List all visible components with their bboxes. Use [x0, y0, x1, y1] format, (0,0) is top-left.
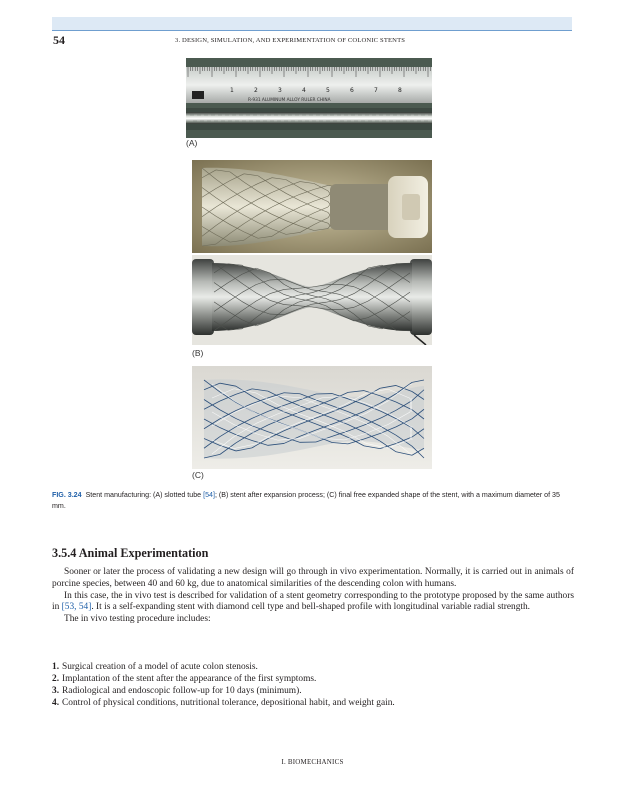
list-text: Radiological and endoscopic follow-up for 10 days (minimum).: [62, 686, 302, 696]
list-number: 3.: [52, 686, 60, 696]
header-bar: [52, 17, 572, 30]
figure-panel-b-photo-bottom: [192, 255, 432, 345]
paragraph: The in vivo testing procedure includes:: [64, 614, 211, 625]
ruler-number: 3: [278, 87, 282, 94]
section-title: 3.5.4 Animal Experimentation: [52, 546, 209, 560]
reference-link[interactable]: [53, 54]: [61, 602, 92, 613]
page-number: 54: [53, 33, 65, 47]
figure-panel-c-photo: [192, 366, 432, 469]
slotted-tube: [186, 112, 432, 124]
list-number: 2.: [52, 674, 60, 684]
caption-reference-link[interactable]: [54]: [203, 491, 215, 499]
paragraph: Sooner or later the process of validating a new design will go through in vivo experimentation. Normally, it is carried out in animals of porcine species, between 40 and 60 kg, due to anatomical similarities of the descending colon with humans.: [52, 567, 574, 589]
ruler-number: 6: [350, 87, 354, 94]
list-text: Surgical creation of a model of acute colon stenosis.: [62, 662, 258, 672]
body-text: [52, 567, 574, 626]
ruler-label: R-931 ALUMINUM ALLOY RULER CHINA: [248, 98, 331, 103]
ruler-number: 7: [374, 87, 378, 94]
list-item: [52, 673, 574, 685]
list-number: 4.: [52, 698, 60, 708]
paragraph-text: In this case, the in vivo test is described for validation of a stent geometry corresponding to the prototype proposed by the same authors in: [52, 590, 574, 613]
panel-c-label: (C): [192, 470, 204, 480]
header-rule: [52, 30, 572, 31]
figure-panel-a-photo: [186, 58, 432, 138]
caption-text: Stent manufacturing: (A) slotted tube: [85, 491, 204, 499]
figure-label: FIG. 3.24: [52, 491, 82, 499]
ruler-number: 2: [254, 87, 258, 94]
ruler-number: 5: [326, 87, 330, 94]
figure-caption: [52, 490, 574, 511]
caption-text: ; (B) stent after expansion process; (C) final free expanded shape of the stent, with a maximum diameter of 35 mm.: [52, 491, 560, 510]
panel-b-label: (B): [192, 348, 204, 358]
list-item: [52, 697, 574, 709]
paragraph: [52, 591, 574, 615]
paragraph-text: . It is a self-expanding stent with diamond cell type and bell-shaped profile with longitudinal variable radial strength.: [91, 602, 531, 613]
list-text: Implantation of the stent after the appearance of the first symptoms.: [62, 674, 317, 684]
list-item: [52, 661, 574, 673]
ruler-number: 8: [398, 87, 402, 94]
list-number: 1.: [52, 662, 60, 672]
procedure-list: [52, 661, 574, 709]
ruler-number: 4: [302, 87, 306, 94]
list-item: [52, 685, 574, 697]
list-text: Control of physical conditions, nutritional tolerance, depositional habit, and weight gain.: [62, 698, 395, 708]
ruler-logo: [192, 91, 204, 99]
page-footer: I. BIOMECHANICS: [281, 758, 344, 766]
ruler-number: 1: [230, 87, 234, 94]
figure-panel-b-photo-top: [192, 160, 432, 253]
panel-a-label: (A): [186, 138, 198, 148]
running-head: 3. DESIGN, SIMULATION, AND EXPERIMENTATION OF COLONIC STENTS: [175, 37, 406, 44]
